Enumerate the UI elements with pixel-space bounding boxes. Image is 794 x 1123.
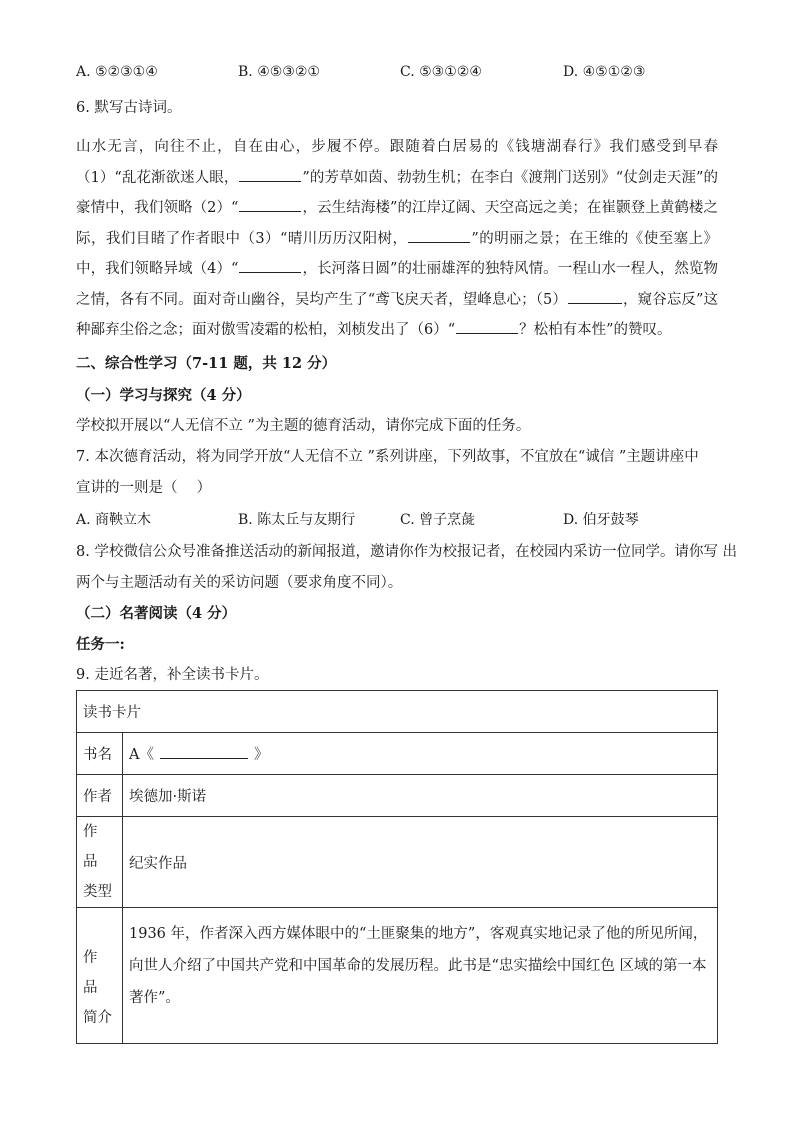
work-intro-label-2: 简介: [83, 1010, 112, 1026]
subsection-2-heading: （二）名著阅读（4 分）: [76, 605, 237, 622]
q6-text-1: 山水无言，向往不止，自在由心，步履不停。跟随着白居易的《钱塘湖春行》我们感受到早春（1）“乱花渐欲迷人眼，: [76, 139, 718, 186]
work-type-label-2: 类型: [83, 884, 112, 900]
book-name-blank[interactable]: [160, 744, 248, 759]
q6-blank-5[interactable]: [568, 289, 622, 304]
q6-blank-6[interactable]: [456, 319, 518, 334]
q7-option-b: B. 陈太丘与友期行: [238, 512, 356, 528]
task-1-label: 任务一:: [76, 636, 125, 653]
section-2-heading: 二、综合性学习（7-11 题，共 12 分）: [76, 355, 337, 372]
work-intro-label-1: 作 品: [83, 950, 98, 996]
q7-option-a: A. 商鞅立木: [76, 512, 152, 528]
book-name-suffix: 》: [253, 747, 269, 763]
q6-blank-2[interactable]: [239, 197, 301, 212]
reading-card-table: [76, 690, 718, 1044]
q6-text-7: ？松柏有本性”的赞叹。: [519, 322, 672, 338]
q6-text-6: ，窥谷忘反”这种鄙弃尘俗之念；面对傲雪凌霜的松柏，刘桢发出了（6）“: [76, 291, 718, 338]
q7-line-1: 7. 本次德育活动，将为同学开放“人无信不立 ”系列讲座，下列故事，不宜放在“诚信 ”主题讲座中: [76, 449, 699, 465]
q5-option-d: D. ④⑤①②③: [563, 64, 646, 80]
q6-title: 6. 默写古诗词。: [76, 100, 182, 116]
q7-option-c: C. 曾子烹彘: [400, 512, 476, 528]
q6-text-5: ，长河落日圆”的壮丽雄浑的独特风情。一程山水一程人，然览物之情，各有不同。面对奇山幽谷，吴均产生了“鸢飞戾天者，望峰息心；（5）: [76, 261, 718, 308]
q8-line-2: 两个与主题活动有关的采访问题（要求角度不同）。: [76, 575, 403, 591]
q6-blank-4[interactable]: [239, 258, 301, 273]
q7-line-2: 宣讲的一则是（ ）: [76, 480, 212, 496]
q9-prompt: 9. 走近名著，补全读书卡片。: [76, 667, 269, 683]
q6-text-4: ”的明丽之景；在王维的《使至塞上》中，我们领略异域（4）“: [76, 230, 718, 277]
subsection-1-heading: （一）学习与探究（4 分）: [76, 387, 251, 404]
q5-option-b: B. ④⑤③②①: [238, 64, 320, 80]
activity-intro: 学校拟开展以“人无信不立 ”为主题的德育活动，请你完成下面的任务。: [76, 418, 531, 434]
book-name-prefix: A《: [129, 747, 154, 763]
q6-blank-1[interactable]: [239, 167, 301, 182]
q5-option-a: A. ⑤②③①④: [76, 64, 158, 80]
work-intro-label: [77, 908, 123, 1044]
author-label: 作者: [77, 775, 123, 817]
work-type-label: [77, 817, 123, 908]
q6-paragraph: [76, 132, 718, 346]
work-type-label-1: 作 品: [83, 824, 98, 870]
book-name-cell: [123, 733, 718, 775]
q6-text-2: ”的芳草如茵、勃勃生机；在李白《渡荆门送别》“仗剑走天涯”的豪情中，我们领略（2）“: [76, 169, 718, 216]
q8-line-1: 8. 学校微信公众号准备推送活动的新闻报道，邀请你作为校报记者，在校园内采访一位同学。请你写 出: [76, 544, 738, 560]
q7-option-d: D. 伯牙鼓琴: [563, 512, 639, 528]
q5-option-c: C. ⑤③①②④: [400, 64, 482, 80]
work-type-value: 纪实作品: [123, 817, 718, 908]
q6-text-3: ，云生结海楼”的江岸辽阔、天空高远之美；在崔颢登上黄鹤楼之际，我们目睹了作者眼中（3）“晴川历历汉阳树，: [76, 200, 718, 247]
book-name-label: 书名: [77, 733, 123, 775]
work-intro-text: 1936 年，作者深入西方媒体眼中的“土匪聚集的地方”，客观真实地记录了他的所见所闻，向世人介绍了中国共产党和中国革命的发展历程。此书是“忠实描绘中国红色 区域的第一本著作”。: [123, 908, 718, 1044]
author-value: 埃德加·斯诺: [123, 775, 718, 817]
q6-blank-3[interactable]: [408, 228, 470, 243]
card-title: 读书卡片: [77, 691, 718, 733]
